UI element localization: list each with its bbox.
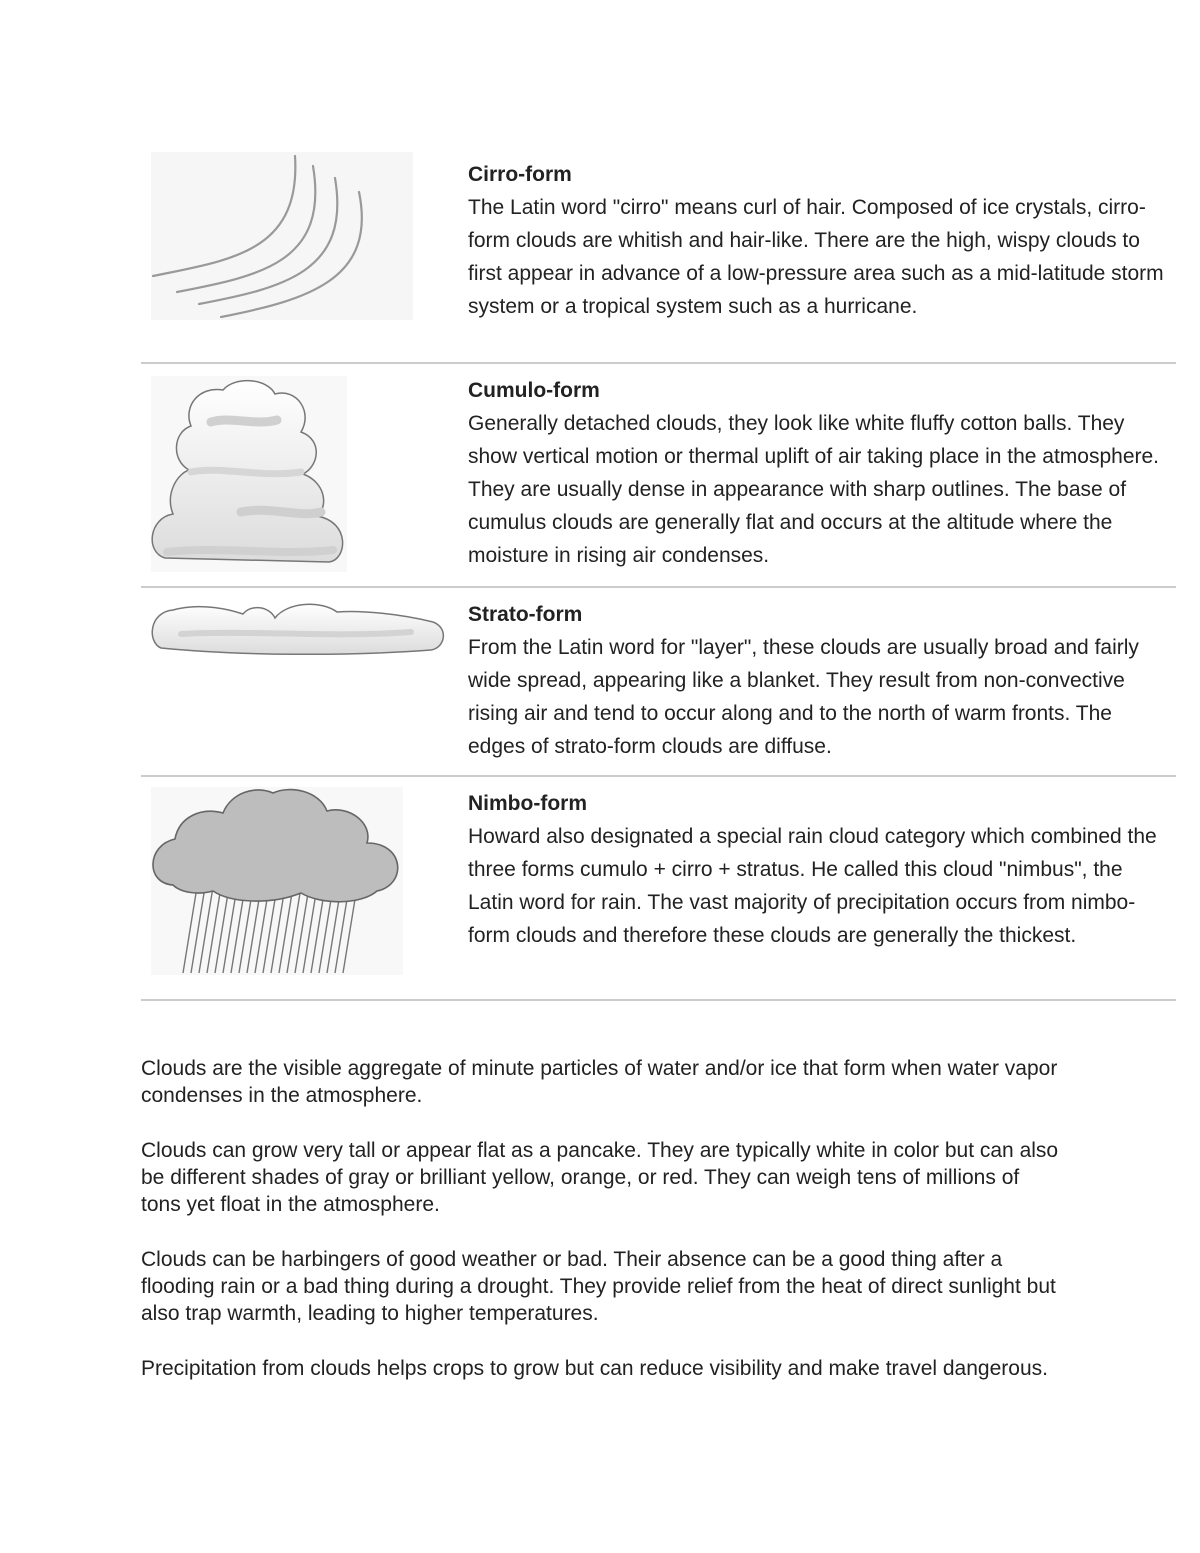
cloud-info-cumulo <box>468 374 1164 572</box>
cloud-title: Cirro-form <box>468 163 572 186</box>
cloud-title: Cumulo-form <box>468 379 600 402</box>
cloud-description: Howard also designated a special rain cloud category which combined the three forms cumulo + cirro + stratus. He called this cloud "nimbus", the Latin word for rain. The vast majority of precipitation occurs from nimbo-form clouds and therefore these clouds are generally the thickest. <box>468 825 1157 947</box>
cloud-description: From the Latin word for "layer", these clouds are usually broad and fairly wide spread, appearing like a blanket. They result from non-convective rising air and tend to occur along and to the north of warm fronts. The edges of strato-form clouds are diffuse. <box>468 636 1139 758</box>
cumulus-cloud-icon <box>151 376 347 572</box>
body-text <box>141 1055 1061 1410</box>
cloud-row-cumulo <box>141 364 1176 588</box>
cloud-info-nimbo <box>468 787 1164 952</box>
cloud-row-cirro <box>141 148 1176 364</box>
paragraph: Clouds can grow very tall or appear flat as a pancake. They are typically white in color but can also be different shades of gray or brilliant yellow, orange, or red. They can weigh tens of millions of tons yet float in the atmosphere. <box>141 1139 1059 1216</box>
cloud-description: The Latin word "cirro" means curl of hair. Composed of ice crystals, cirro-form clouds are whitish and hair-like. There are the high, wispy clouds to first appear in advance of a low-pressure area such as a mid-latitude storm system or a tropical system such as a hurricane. <box>468 196 1164 318</box>
stratus-cloud-icon <box>151 598 445 658</box>
paragraph: Clouds can be harbingers of good weather or bad. Their absence can be a good thing after a flooding rain or a bad thing during a drought. They provide relief from the heat of direct sunlight but also trap warmth, leading to higher temperatures. <box>141 1248 1056 1325</box>
cloud-row-nimbo <box>141 777 1176 1001</box>
paragraph: Precipitation from clouds helps crops to grow but can reduce visibility and make travel dangerous. <box>141 1357 1048 1380</box>
cloud-types-table <box>141 148 1176 1001</box>
cloud-title: Strato-form <box>468 603 583 626</box>
cloud-row-strato <box>141 588 1176 777</box>
cirrus-cloud-icon <box>151 152 413 320</box>
cloud-title: Nimbo-form <box>468 792 587 815</box>
rain-cloud-icon <box>151 787 403 975</box>
cloud-info-strato <box>468 598 1164 763</box>
cloud-description: Generally detached clouds, they look like white fluffy cotton balls. They show vertical motion or thermal uplift of air taking place in the atmosphere. They are usually dense in appearance with sharp outlines. The base of cumulus clouds are generally flat and occurs at the altitude where the moisture in rising air condenses. <box>468 412 1160 567</box>
cloud-info-cirro <box>468 158 1164 323</box>
paragraph: Clouds are the visible aggregate of minute particles of water and/or ice that form when water vapor condenses in the atmosphere. <box>141 1057 1058 1107</box>
